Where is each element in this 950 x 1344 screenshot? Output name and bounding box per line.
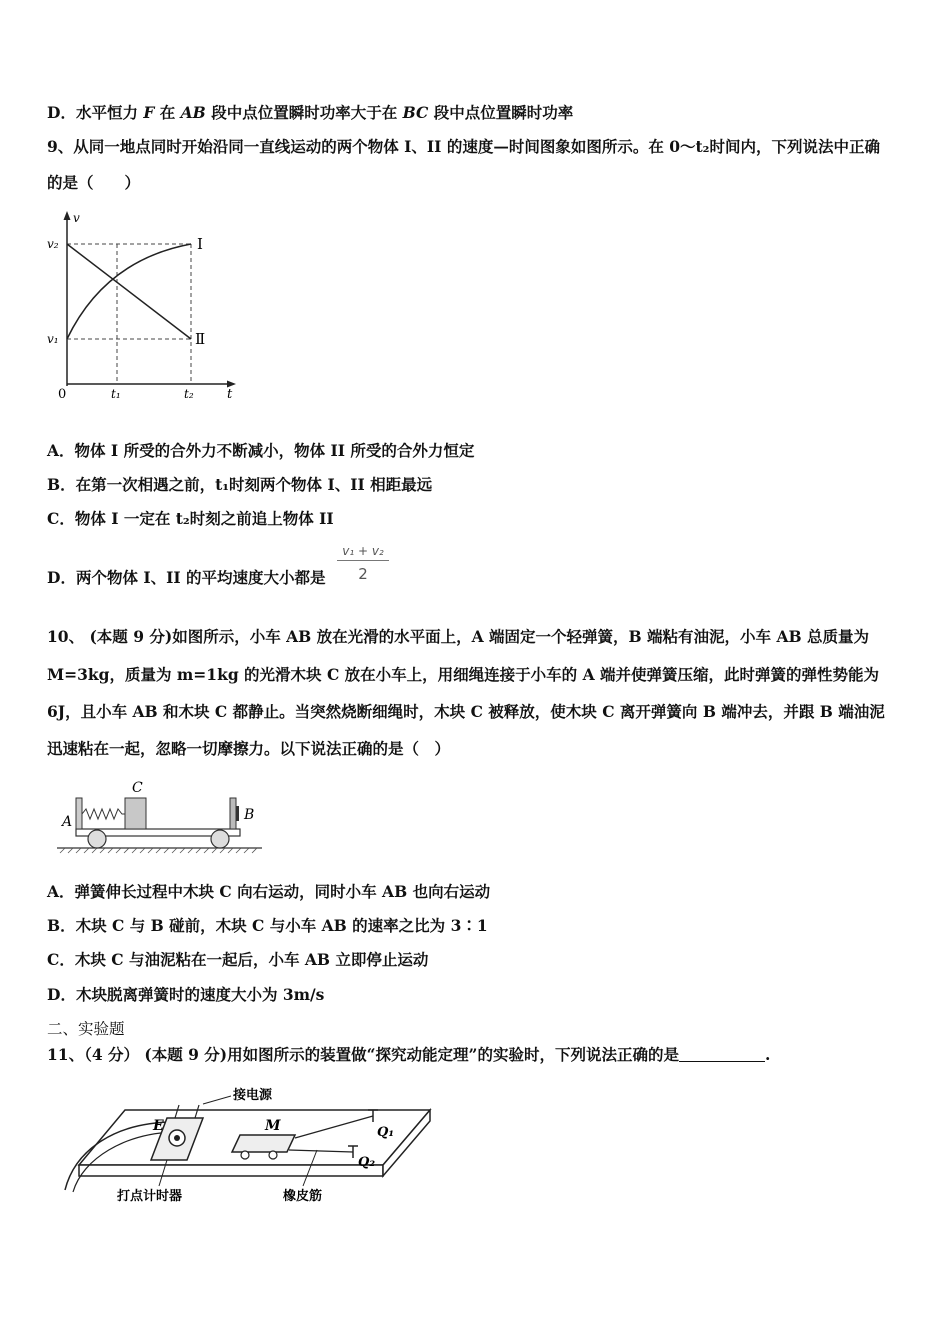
q10-stem-line-1: 10、 (本题 9 分)如图所示，小车 AB 放在光滑的水平面上，A 端固定一个轻弹簧，B 端粘有油泥，小车 AB 总质量为	[47, 627, 869, 646]
fraction-numerator: v₁ + v₂	[337, 544, 389, 561]
line-ii	[67, 244, 191, 339]
power-pointer	[203, 1096, 231, 1104]
label-c: C	[132, 780, 143, 796]
q10-option-d: D．木块脱离弹簧时的速度大小为 3m/s	[47, 985, 325, 1004]
curve-i-label: I	[197, 235, 203, 253]
board-front	[79, 1165, 383, 1176]
label-q2: Q₂	[358, 1155, 376, 1170]
q10-option-a: A．弹簧伸长过程中木块 C 向右运动，同时小车 AB 也向右运动	[47, 882, 491, 901]
label-q1: Q₁	[377, 1125, 395, 1140]
label-timer: 打点计时器	[117, 1189, 183, 1204]
q8-option-d: D．水平恒力 F 在 AB 段中点位置瞬时功率大于在 BC 段中点位置瞬时功率	[47, 103, 574, 122]
label-b: B	[244, 807, 255, 823]
section-heading: 二、实验题	[47, 1020, 125, 1038]
q9-option-d: D．两个物体 I、II 的平均速度大小都是	[47, 568, 326, 587]
line-ii-label: Ⅱ	[195, 330, 206, 348]
label-power: 接电源	[233, 1088, 273, 1103]
y-axis-label: v	[73, 211, 80, 225]
cart-m-wheel-2	[269, 1151, 277, 1159]
fraction-denominator: 2	[358, 565, 368, 583]
label-e: E	[153, 1118, 164, 1134]
y-axis-arrow	[64, 211, 71, 220]
origin-label: 0	[58, 387, 67, 402]
label-a: A	[62, 814, 73, 830]
cart-m-wheel-1	[241, 1151, 249, 1159]
q9-option-d-fraction	[337, 544, 389, 583]
q10-stem-line-4: 迅速粘在一起，忽略一切摩擦力。以下说法正确的是（ ）	[47, 739, 451, 758]
left-wheel	[88, 830, 106, 848]
timer-dial-center	[174, 1135, 180, 1141]
spring	[82, 809, 125, 819]
right-wheel	[211, 830, 229, 848]
q9-option-c: C．物体 I 一定在 t₂时刻之前追上物体 II	[47, 509, 334, 528]
q10-stem-line-2: M=3kg，质量为 m=1kg 的光滑木块 C 放在小车上，用细绳连接于小车的 A 端并使弹簧压缩，此时弹簧的弹性势能为	[47, 665, 880, 684]
answer-blank	[679, 1047, 765, 1062]
x-axis-label: t	[227, 387, 233, 402]
end-b-wall	[230, 798, 236, 829]
q10-option-c: C．木块 C 与油泥粘在一起后，小车 AB 立即停止运动	[47, 950, 429, 969]
q11-stem: 11、（4 分） (本题 9 分)用如图所示的装置做“探究动能定理”的实验时，下列说法正确的是 .	[47, 1045, 771, 1064]
block-c	[125, 798, 146, 829]
v1-label: v₁	[47, 332, 59, 346]
q10-cart-figure	[52, 776, 267, 856]
q9-option-b: B．在第一次相遇之前，t₁时刻两个物体 I、II 相距最远	[47, 475, 433, 494]
t2-label: t₂	[184, 387, 194, 401]
q10-option-b: B．木块 C 与 B 碰前，木块 C 与小车 AB 的速率之比为 3∶1	[47, 916, 488, 935]
label-m: M	[265, 1118, 281, 1134]
oil-mud	[236, 806, 239, 821]
cart-m	[232, 1135, 295, 1152]
q9-velocity-time-graph	[45, 208, 245, 408]
ground-hatch	[60, 848, 257, 853]
label-rubber: 橡皮筋	[283, 1189, 323, 1204]
t1-label: t₁	[111, 387, 121, 401]
q9-stem-line-1: 9、从同一地点同时开始沿同一直线运动的两个物体 I、II 的速度—时间图象如图所示。在 0～t₂时间内，下列说法中正确	[47, 137, 880, 156]
v2-label: v₂	[47, 237, 59, 251]
q10-stem-line-3: 6J，且小车 AB 和木块 C 都静止。当突然烧断细绳时，木块 C 被释放，使木块 C 离开弹簧向 B 端冲去，并跟 B 端油泥	[47, 702, 885, 721]
q9-option-a: A．物体 I 所受的合外力不断减小，物体 II 所受的合外力恒定	[47, 441, 475, 460]
q9-stem-line-2: 的是（ ）	[47, 173, 141, 192]
end-a-wall	[76, 798, 82, 829]
q11-apparatus-figure	[55, 1080, 445, 1210]
